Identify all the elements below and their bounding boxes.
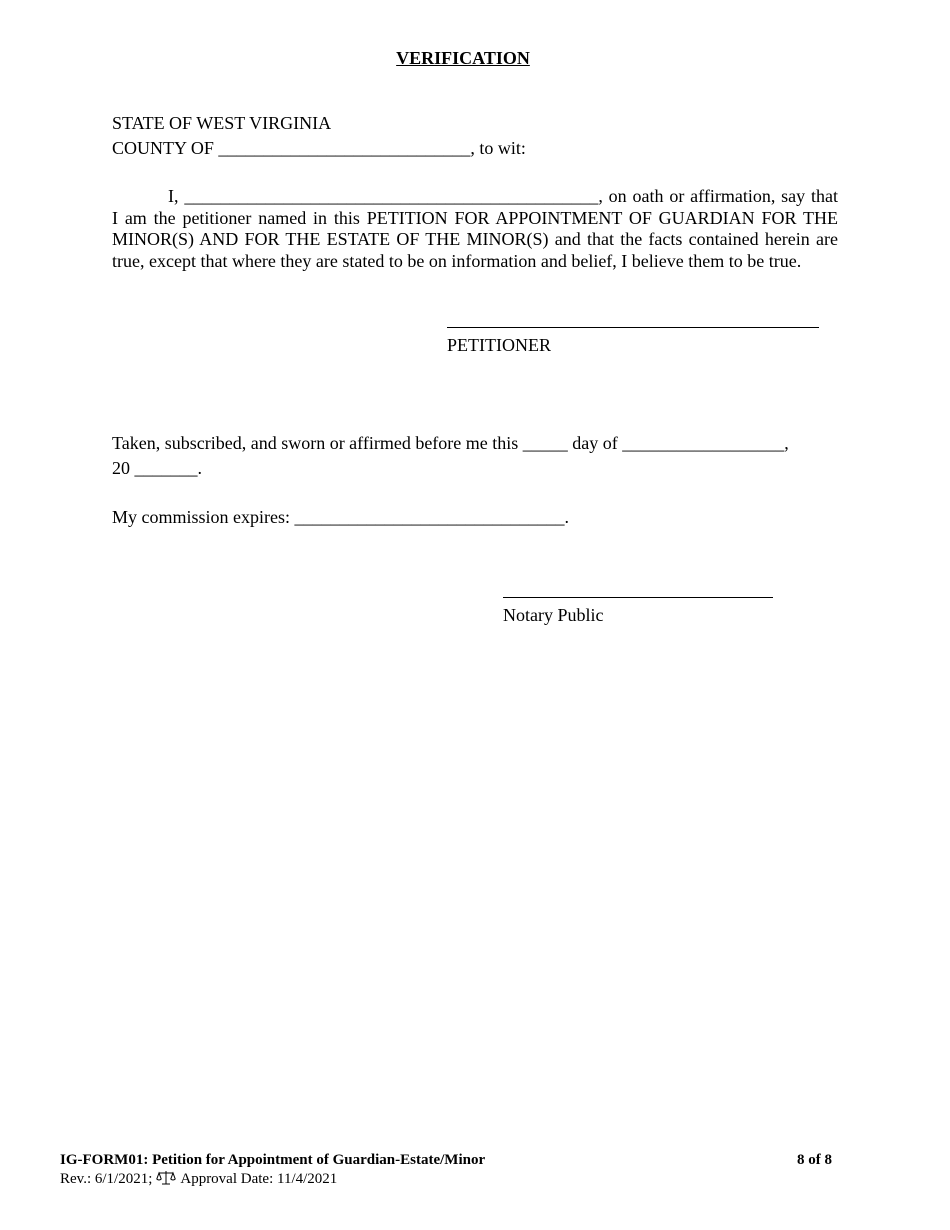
state-line: STATE OF WEST VIRGINIA bbox=[112, 113, 332, 133]
footer-page-number: 8 of 8 bbox=[797, 1152, 832, 1168]
notary-label: Notary Public bbox=[503, 605, 604, 625]
commission-line: My commission expires: ______________________________. bbox=[112, 507, 569, 527]
footer-revision: Rev.: 6/1/2021; bbox=[60, 1171, 153, 1187]
petitioner-label: PETITIONER bbox=[447, 335, 551, 355]
oath-first-line: I, ______________________________________________, on oath or affirmation, say that bbox=[168, 186, 838, 206]
page-title: VERIFICATION bbox=[396, 48, 530, 68]
footer-revision-line bbox=[60, 1170, 337, 1191]
footer-form-title: IG-FORM01: Petition for Appointment of Guardian-Estate/Minor bbox=[60, 1152, 486, 1168]
sworn-line-2: 20 _______. bbox=[112, 458, 202, 478]
notary-signature-line bbox=[503, 597, 773, 598]
petitioner-signature-line bbox=[447, 327, 819, 328]
county-line: COUNTY OF ____________________________, to wit: bbox=[112, 138, 526, 158]
scales-of-justice-icon bbox=[156, 1170, 176, 1191]
oath-paragraph bbox=[112, 186, 838, 272]
footer-approval: Approval Date: 11/4/2021 bbox=[180, 1171, 338, 1187]
oath-body-text: I am the petitioner named in this PETITION FOR APPOINTMENT OF GUARDIAN FOR THE MINOR(S) AND FOR THE ESTATE OF THE MINOR(S) and that the facts contained herein are true, except that where they are stated to be on information and belief, I believe them to be true. bbox=[112, 207, 838, 271]
sworn-line-1: Taken, subscribed, and sworn or affirmed before me this _____ day of __________________, bbox=[112, 433, 789, 453]
